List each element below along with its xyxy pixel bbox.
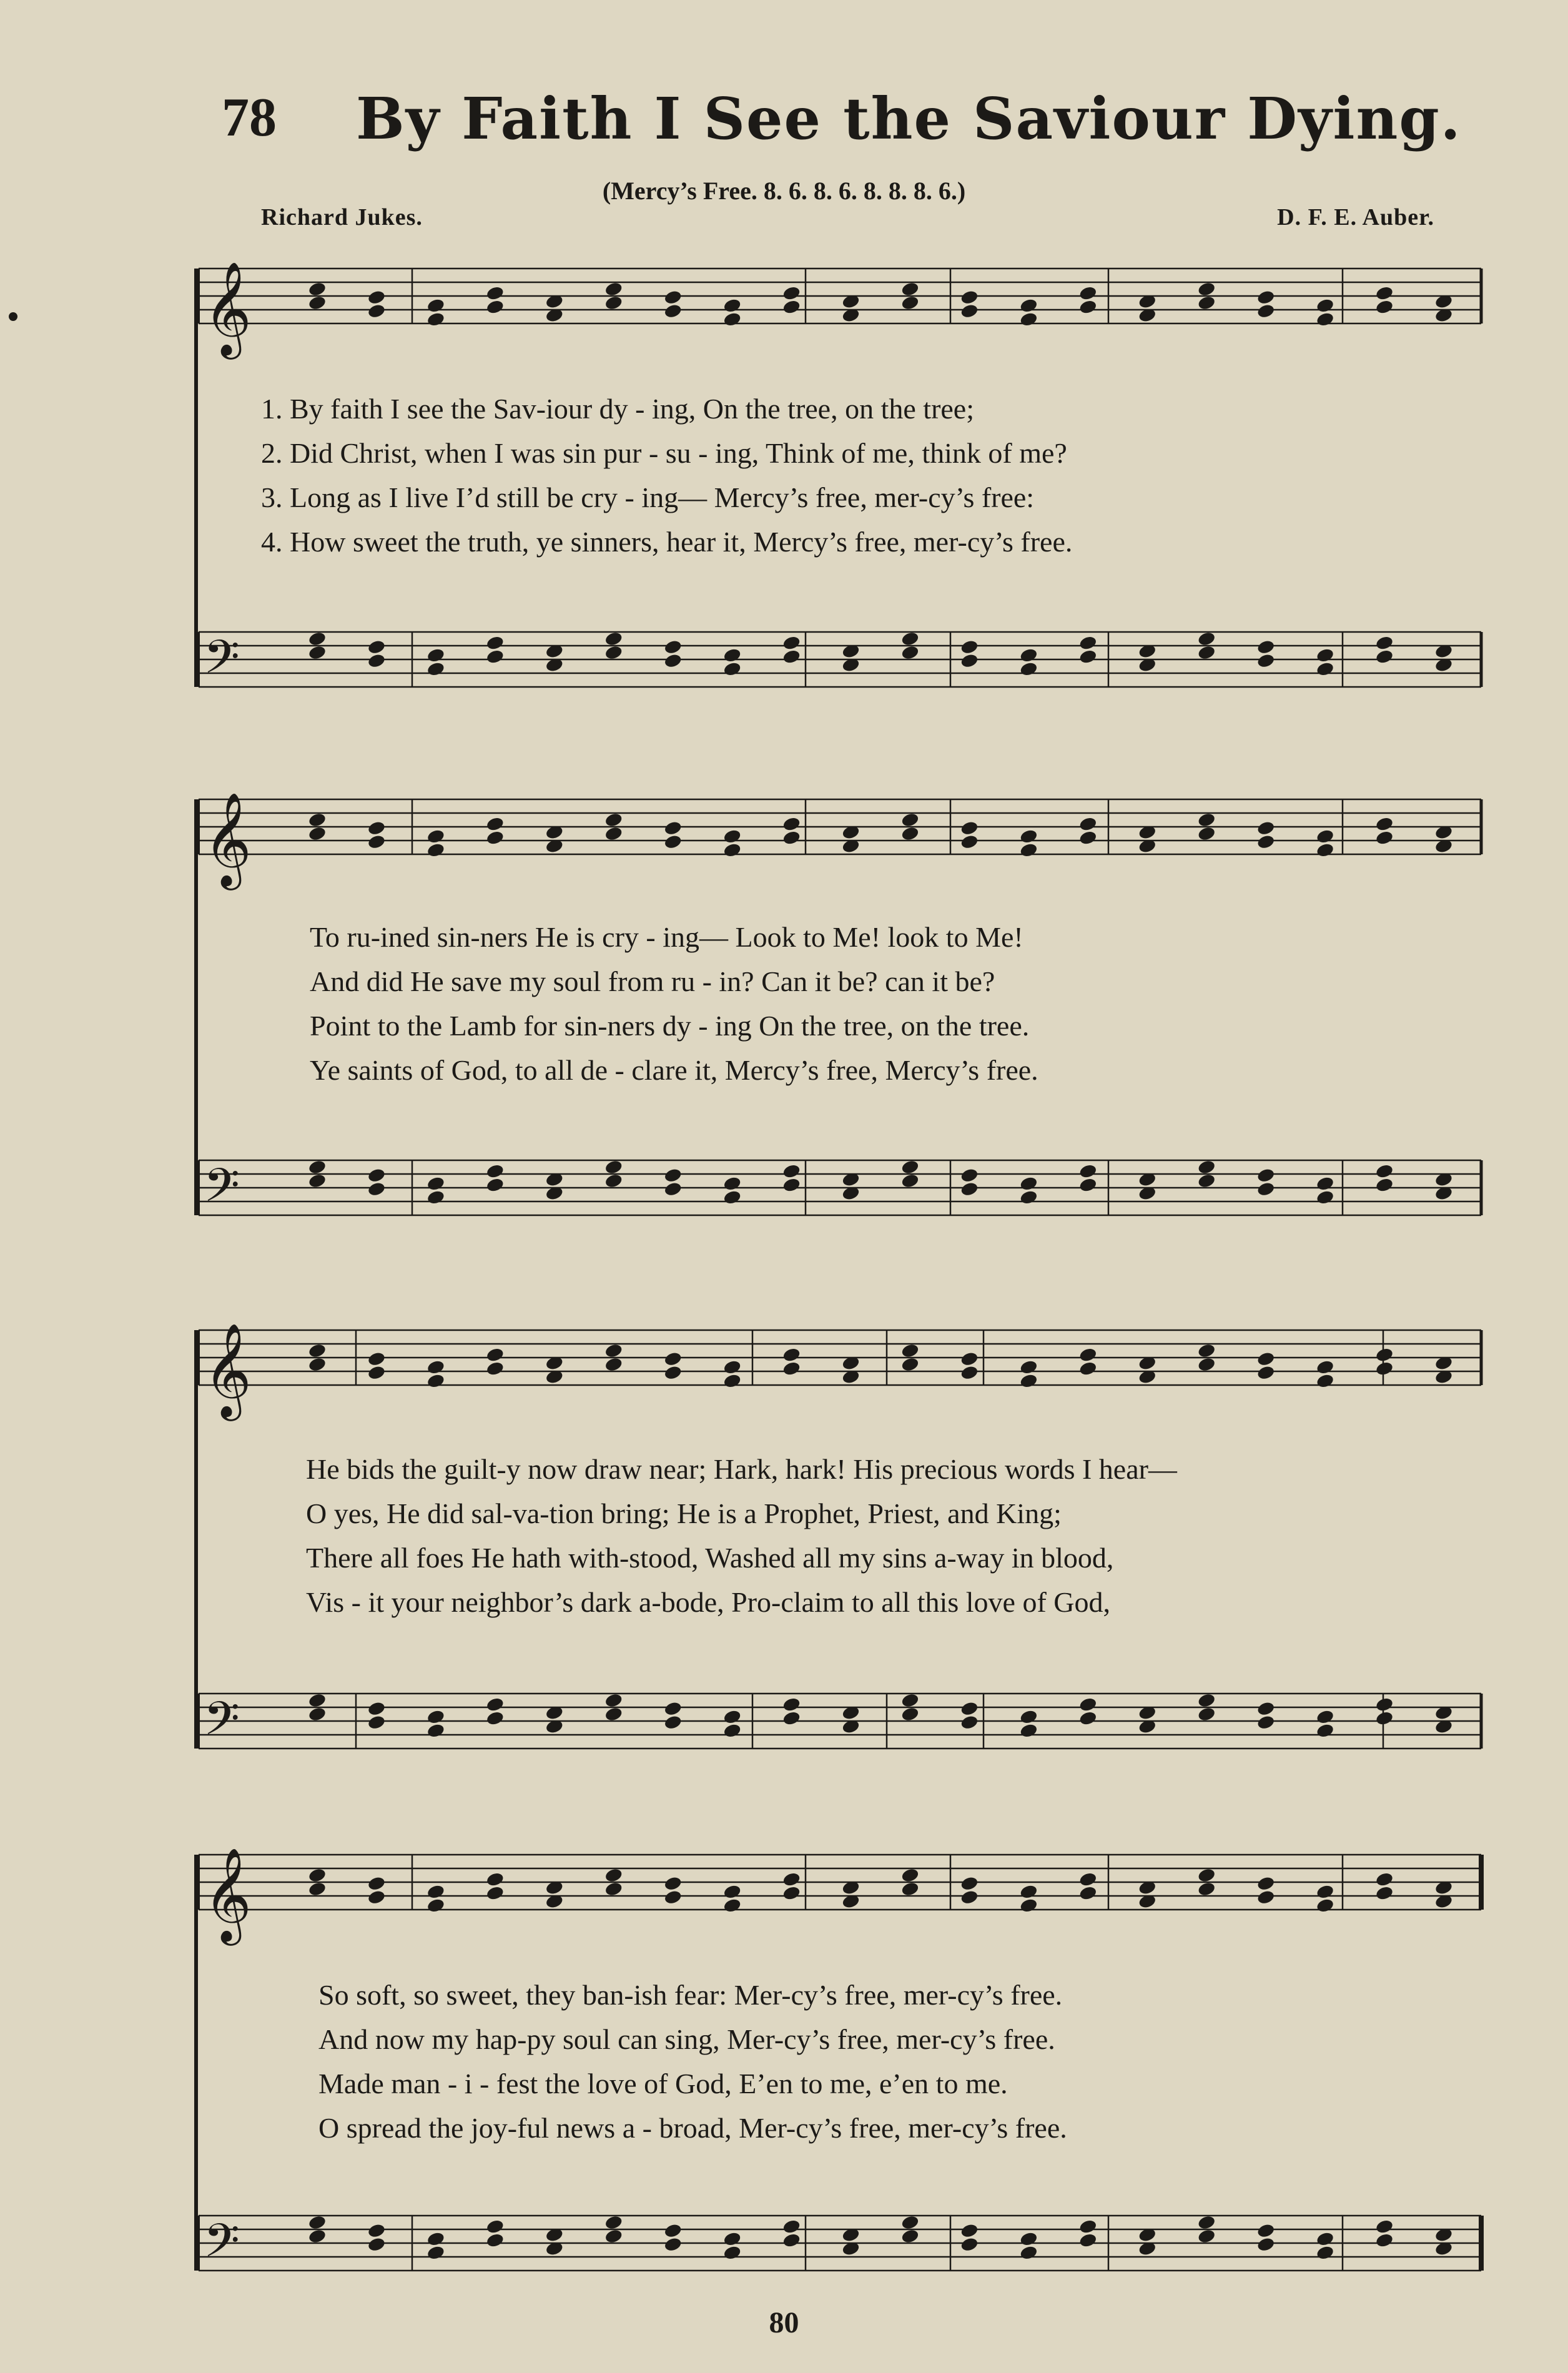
note-head — [782, 285, 801, 302]
note-head — [1316, 828, 1335, 844]
note-head — [1078, 1872, 1098, 1888]
note-head — [900, 812, 920, 828]
note-head — [427, 2231, 446, 2247]
note-head — [604, 1881, 623, 1897]
note-head — [900, 1867, 920, 1883]
note-head — [900, 1706, 920, 1722]
lyric-line: Point to the Lamb for sin-ners dy - ing On the tree, on the tree. — [310, 1010, 1030, 1042]
note-head — [1019, 1189, 1038, 1205]
note-head — [1316, 1175, 1335, 1191]
note-head — [367, 2236, 387, 2252]
note-head — [604, 1356, 623, 1373]
note-head — [486, 2232, 505, 2249]
note-head — [1256, 820, 1276, 836]
note-head — [1197, 1692, 1216, 1709]
note-head — [900, 295, 920, 311]
note-head — [1078, 635, 1098, 651]
lyric-line: So soft, so sweet, they ban-ish fear: Mer-cy’s free, mer-cy’s free. — [318, 1979, 1063, 2011]
lyric-line: O spread the joy-ful news a - broad, Mer-cy’s free, mer-cy’s free. — [318, 2112, 1067, 2144]
note-head — [663, 1167, 683, 1183]
note-head — [663, 303, 683, 319]
note-head — [1316, 1189, 1335, 1205]
note-head — [486, 816, 505, 832]
note-head — [663, 1889, 683, 1905]
lyric-line: Vis - it your neighbor’s dark a-bode, Pro-claim to all this love of God, — [306, 1586, 1110, 1618]
note-head — [308, 1881, 327, 1897]
page-number: 80 — [769, 2306, 799, 2339]
note-head — [1078, 1885, 1098, 1902]
words-author: Richard Jukes. — [261, 204, 423, 230]
note-head — [486, 1697, 505, 1713]
note-head — [1375, 649, 1394, 665]
note-head — [722, 1897, 742, 1913]
note-head — [486, 1872, 505, 1888]
note-head — [1375, 1177, 1394, 1193]
note-head — [663, 1875, 683, 1892]
note-head — [1019, 1359, 1038, 1375]
note-head — [367, 639, 387, 655]
note-head — [486, 649, 505, 665]
note-head — [486, 1361, 505, 1377]
note-head — [1256, 1181, 1276, 1197]
note-head — [1197, 1343, 1216, 1359]
lyric-line: O yes, He did sal-va-tion bring; He is a Prophet, Priest, and King; — [306, 1497, 1062, 1529]
note-head — [427, 1175, 446, 1191]
bass-clef-icon: 𝄢 — [204, 630, 240, 696]
note-head — [1256, 1167, 1276, 1183]
note-head — [1375, 299, 1394, 315]
note-head — [308, 2228, 327, 2244]
note-head — [782, 1697, 801, 1713]
note-head — [1197, 2228, 1216, 2244]
note-head — [722, 1883, 742, 1900]
note-head — [1197, 1159, 1216, 1175]
note-head — [722, 1175, 742, 1191]
note-head — [367, 1181, 387, 1197]
lyric-line: Made man - i - fest the love of God, E’en to me, e’en to me. — [318, 2068, 1008, 2099]
note-head — [308, 644, 327, 661]
note-head — [960, 303, 979, 319]
note-head — [1256, 303, 1276, 319]
note-head — [960, 1351, 979, 1367]
note-head — [900, 2228, 920, 2244]
note-head — [1316, 661, 1335, 677]
note-head — [1019, 661, 1038, 677]
note-head — [604, 2214, 623, 2231]
note-head — [1375, 2232, 1394, 2249]
note-head — [604, 826, 623, 842]
note-head — [663, 1700, 683, 1717]
note-head — [960, 1700, 979, 1717]
note-head — [427, 661, 446, 677]
note-head — [782, 1872, 801, 1888]
note-head — [782, 635, 801, 651]
note-head — [1256, 2223, 1276, 2239]
note-head — [900, 1173, 920, 1189]
note-head — [1197, 1867, 1216, 1883]
note-head — [308, 1173, 327, 1189]
note-head — [1316, 297, 1335, 313]
note-head — [308, 631, 327, 647]
note-head — [1316, 1897, 1335, 1913]
note-head — [367, 303, 387, 319]
note-head — [604, 631, 623, 647]
note-head — [308, 295, 327, 311]
note-head — [1078, 649, 1098, 665]
note-head — [1078, 830, 1098, 846]
treble-clef-icon: 𝄞 — [204, 791, 252, 886]
note-head — [663, 289, 683, 305]
note-head — [782, 816, 801, 832]
note-head — [1375, 285, 1394, 302]
note-head — [486, 635, 505, 651]
note-head — [900, 826, 920, 842]
note-head — [663, 1364, 683, 1381]
note-head — [663, 639, 683, 655]
note-head — [1019, 828, 1038, 844]
note-head — [782, 1710, 801, 1727]
note-head — [722, 1722, 742, 1739]
note-head — [1316, 647, 1335, 663]
note-head — [1256, 289, 1276, 305]
note-head — [1197, 295, 1216, 311]
note-head — [308, 1867, 327, 1883]
note-head — [1375, 1361, 1394, 1377]
note-head — [1316, 1709, 1335, 1725]
note-head — [722, 1709, 742, 1725]
note-head — [900, 644, 920, 661]
note-head — [1375, 830, 1394, 846]
note-head — [604, 644, 623, 661]
note-head — [367, 1351, 387, 1367]
note-head — [1375, 1710, 1394, 1727]
note-head — [604, 1159, 623, 1175]
note-head — [486, 285, 505, 302]
note-head — [604, 295, 623, 311]
note-head — [604, 281, 623, 297]
note-head — [663, 1351, 683, 1367]
note-head — [604, 1343, 623, 1359]
note-head — [427, 1897, 446, 1913]
note-head — [1019, 1373, 1038, 1389]
lyric-line: He bids the guilt-y now draw near; Hark, hark! His precious words I hear— — [306, 1453, 1177, 1485]
note-head — [663, 2223, 683, 2239]
note-head — [308, 281, 327, 297]
note-head — [367, 2223, 387, 2239]
note-head — [722, 1373, 742, 1389]
note-head — [1197, 826, 1216, 842]
note-head — [427, 1722, 446, 1739]
note-head — [367, 1889, 387, 1905]
note-head — [722, 297, 742, 313]
note-head — [1256, 1700, 1276, 1717]
note-head — [1019, 1897, 1038, 1913]
note-head — [427, 647, 446, 663]
note-head — [1375, 635, 1394, 651]
note-head — [960, 2236, 979, 2252]
note-head — [1256, 1364, 1276, 1381]
note-head — [1078, 299, 1098, 315]
note-head — [782, 1177, 801, 1193]
lyric-line: 4. How sweet the truth, ye sinners, hear it, Mercy’s free, mer-cy’s free. — [261, 526, 1073, 558]
lyric-line: To ru-ined sin-ners He is cry - ing— Look to Me! look to Me! — [310, 921, 1023, 953]
note-head — [1375, 1163, 1394, 1180]
note-head — [1197, 1356, 1216, 1373]
note-head — [960, 834, 979, 850]
note-head — [1019, 297, 1038, 313]
note-head — [900, 1159, 920, 1175]
note-head — [1256, 1351, 1276, 1367]
note-head — [782, 1347, 801, 1363]
note-head — [1256, 639, 1276, 655]
note-head — [1197, 281, 1216, 297]
tune-meter: (Mercy’s Free. 8. 6. 8. 6. 8. 8. 8. 6.) — [602, 177, 966, 205]
note-head — [604, 2228, 623, 2244]
note-head — [367, 820, 387, 836]
note-head — [782, 299, 801, 315]
note-head — [367, 653, 387, 669]
note-head — [782, 830, 801, 846]
note-head — [1019, 1709, 1038, 1725]
note-head — [367, 1364, 387, 1381]
note-head — [1256, 1889, 1276, 1905]
note-head — [1197, 631, 1216, 647]
note-head — [900, 631, 920, 647]
note-head — [427, 842, 446, 858]
note-head — [486, 1347, 505, 1363]
note-head — [308, 1343, 327, 1359]
hymn-title: By Faith I See the Saviour Dying. — [356, 85, 1462, 152]
treble-clef-icon: 𝄞 — [204, 260, 252, 355]
note-head — [604, 1692, 623, 1709]
note-head — [427, 2244, 446, 2261]
note-head — [604, 1706, 623, 1722]
note-head — [722, 1359, 742, 1375]
lyric-line: And now my hap-py soul can sing, Mer-cy’s free, mer-cy’s free. — [318, 2023, 1055, 2055]
note-head — [308, 812, 327, 828]
note-head — [1078, 1710, 1098, 1727]
lyric-line: 1. By faith I see the Sav-iour dy - ing, On the tree, on the tree; — [261, 393, 975, 425]
note-head — [427, 1359, 446, 1375]
note-head — [960, 1167, 979, 1183]
note-head — [1375, 1885, 1394, 1902]
note-head — [1019, 1175, 1038, 1191]
note-head — [722, 2231, 742, 2247]
note-head — [1019, 2231, 1038, 2247]
note-head — [1375, 2219, 1394, 2235]
note-head — [308, 2214, 327, 2231]
note-head — [960, 289, 979, 305]
treble-clef-icon: 𝄞 — [204, 1847, 252, 1941]
note-head — [1256, 1875, 1276, 1892]
note-head — [960, 1714, 979, 1730]
note-head — [1316, 2244, 1335, 2261]
note-head — [663, 1181, 683, 1197]
music-composer: D. F. E. Auber. — [1277, 204, 1434, 230]
note-head — [722, 647, 742, 663]
note-head — [1019, 647, 1038, 663]
note-head — [1256, 834, 1276, 850]
note-head — [367, 1700, 387, 1717]
note-head — [1316, 311, 1335, 327]
lyric-line: And did He save my soul from ru - in? Can it be? can it be? — [310, 965, 995, 997]
note-head — [900, 1343, 920, 1359]
note-head — [367, 834, 387, 850]
note-head — [1078, 1361, 1098, 1377]
note-head — [1078, 2232, 1098, 2249]
note-head — [782, 649, 801, 665]
note-head — [427, 1709, 446, 1725]
note-head — [1078, 2219, 1098, 2235]
note-head — [427, 297, 446, 313]
note-head — [1078, 1163, 1098, 1180]
note-head — [960, 1181, 979, 1197]
note-head — [427, 311, 446, 327]
note-head — [1078, 1177, 1098, 1193]
note-head — [900, 1692, 920, 1709]
note-head — [1197, 1173, 1216, 1189]
note-head — [782, 1361, 801, 1377]
bass-clef-icon: 𝄢 — [204, 1158, 240, 1224]
note-head — [1316, 1359, 1335, 1375]
note-head — [308, 1356, 327, 1373]
treble-clef-icon: 𝄞 — [204, 1322, 252, 1417]
note-head — [722, 661, 742, 677]
note-head — [722, 311, 742, 327]
note-head — [1078, 285, 1098, 302]
note-head — [960, 2223, 979, 2239]
note-head — [1078, 1697, 1098, 1713]
note-head — [1256, 1714, 1276, 1730]
note-head — [1197, 2214, 1216, 2231]
note-head — [960, 820, 979, 836]
note-head — [1316, 1373, 1335, 1389]
note-head — [1019, 1883, 1038, 1900]
note-head — [308, 1692, 327, 1709]
note-head — [367, 289, 387, 305]
note-head — [1375, 816, 1394, 832]
lyric-line: 2. Did Christ, when I was sin pur - su - ing, Think of me, think of me? — [261, 437, 1067, 469]
note-head — [960, 1875, 979, 1892]
note-head — [782, 1163, 801, 1180]
note-head — [308, 826, 327, 842]
bass-clef-icon: 𝄢 — [204, 1692, 240, 1757]
note-head — [722, 2244, 742, 2261]
note-head — [367, 1167, 387, 1183]
note-head — [367, 1714, 387, 1730]
note-head — [663, 653, 683, 669]
note-head — [308, 1706, 327, 1722]
note-head — [1316, 1883, 1335, 1900]
note-head — [486, 1163, 505, 1180]
note-head — [1078, 816, 1098, 832]
note-head — [1375, 1872, 1394, 1888]
note-head — [722, 828, 742, 844]
note-head — [604, 1173, 623, 1189]
note-head — [1375, 1697, 1394, 1713]
note-head — [1316, 842, 1335, 858]
note-head — [960, 1889, 979, 1905]
note-head — [960, 639, 979, 655]
note-head — [722, 842, 742, 858]
note-head — [486, 2219, 505, 2235]
bass-clef-icon: 𝄢 — [204, 2214, 240, 2279]
note-head — [427, 1883, 446, 1900]
note-head — [663, 820, 683, 836]
note-head — [663, 1714, 683, 1730]
note-head — [427, 1373, 446, 1389]
note-head — [782, 2232, 801, 2249]
note-head — [1256, 2236, 1276, 2252]
note-head — [1197, 644, 1216, 661]
note-head — [960, 1364, 979, 1381]
note-head — [1256, 653, 1276, 669]
note-head — [486, 1710, 505, 1727]
note-head — [604, 1867, 623, 1883]
note-head — [1019, 842, 1038, 858]
lyric-line: Ye saints of God, to all de - clare it, Mercy’s free, Mercy’s free. — [310, 1054, 1038, 1086]
note-head — [1375, 1347, 1394, 1363]
note-head — [960, 653, 979, 669]
note-head — [1197, 812, 1216, 828]
note-head — [1316, 2231, 1335, 2247]
note-head — [900, 1356, 920, 1373]
note-head — [722, 1189, 742, 1205]
note-head — [1019, 311, 1038, 327]
note-head — [308, 1159, 327, 1175]
note-head — [604, 812, 623, 828]
note-head — [427, 1189, 446, 1205]
lyric-line: There all foes He hath with-stood, Washed all my sins a-way in blood, — [306, 1542, 1114, 1574]
note-head — [663, 834, 683, 850]
note-head — [900, 2214, 920, 2231]
note-head — [486, 299, 505, 315]
note-head — [486, 1885, 505, 1902]
note-head — [782, 2219, 801, 2235]
note-head — [367, 1875, 387, 1892]
note-head — [1316, 1722, 1335, 1739]
note-head — [486, 830, 505, 846]
note-head — [1019, 2244, 1038, 2261]
note-head — [782, 1885, 801, 1902]
note-head — [1019, 1722, 1038, 1739]
note-head — [900, 281, 920, 297]
note-head — [1197, 1881, 1216, 1897]
note-head — [1078, 1347, 1098, 1363]
hymn-number: 78 — [222, 87, 277, 148]
note-head — [1197, 1706, 1216, 1722]
note-head — [900, 1881, 920, 1897]
note-head — [486, 1177, 505, 1193]
note-head — [427, 828, 446, 844]
note-head — [663, 2236, 683, 2252]
lyric-line: 3. Long as I live I’d still be cry - ing— Mercy’s free, mer-cy’s free: — [261, 481, 1035, 513]
